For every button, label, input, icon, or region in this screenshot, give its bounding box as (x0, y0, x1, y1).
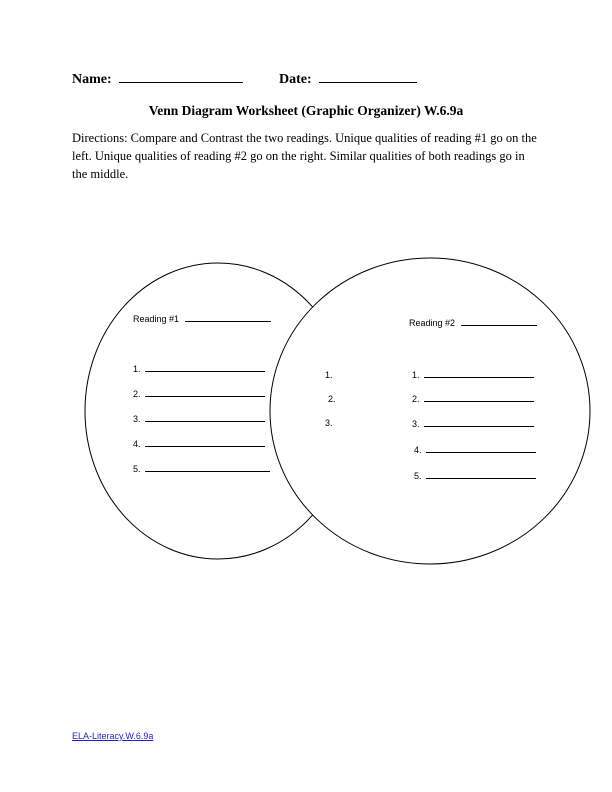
directions-text: Directions: Compare and Contrast the two readings. Unique qualities of reading #1 go on the left. Unique qualities of reading #2 go on the right. Similar qualities of both readings go in the middle. (72, 131, 537, 181)
middle-item-3[interactable]: 3. (325, 418, 333, 428)
date-label: Date: (279, 72, 312, 87)
reading1-title-blank[interactable] (185, 321, 271, 322)
right-item-1[interactable]: 1. (412, 370, 534, 380)
right-item-3[interactable]: 3. (412, 419, 534, 429)
middle-item-1[interactable]: 1. (325, 370, 333, 380)
left-item-3[interactable]: 3. (133, 414, 265, 424)
left-item-5[interactable]: 5. (133, 464, 270, 474)
left-item-2[interactable]: 2. (133, 389, 265, 399)
venn-right-circle (270, 258, 590, 564)
worksheet-title: Venn Diagram Worksheet (Graphic Organizer) W.6.9a (148, 103, 464, 118)
reading1-label: Reading #1 (133, 314, 271, 324)
left-item-4[interactable]: 4. (133, 439, 265, 449)
reading2-label: Reading #2 (409, 318, 537, 328)
reading2-title-blank[interactable] (461, 325, 537, 326)
name-label: Name: (72, 72, 112, 87)
right-item-5[interactable]: 5. (414, 471, 536, 481)
right-item-4[interactable]: 4. (414, 445, 536, 455)
standard-link[interactable]: ELA-Literacy.W.6.9a (72, 731, 154, 741)
left-item-1[interactable]: 1. (133, 364, 265, 374)
middle-item-2[interactable]: 2. (328, 394, 336, 404)
right-item-2[interactable]: 2. (412, 394, 534, 404)
